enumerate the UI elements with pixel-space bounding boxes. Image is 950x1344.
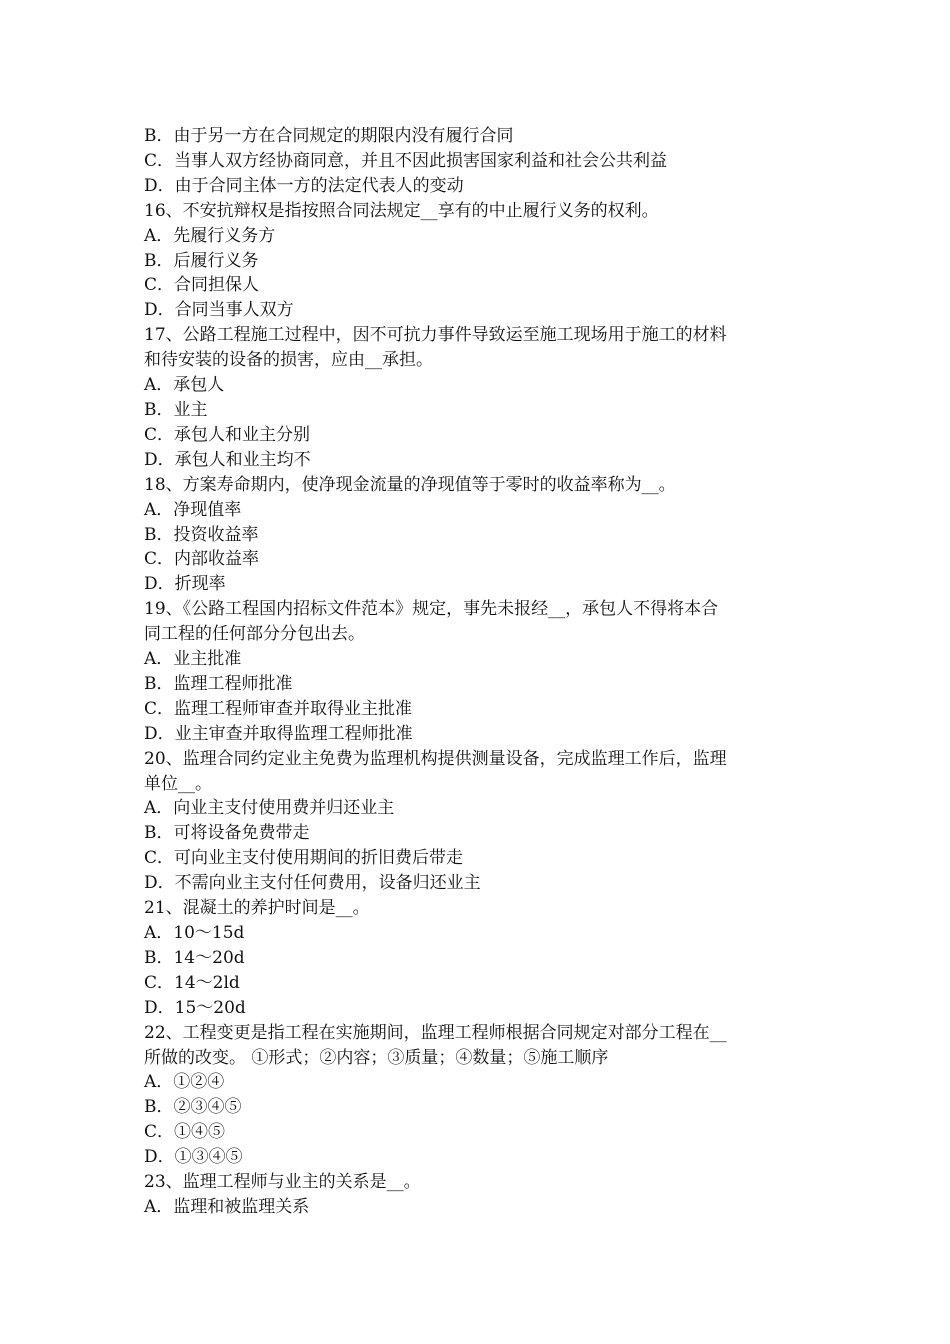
- option-c: C．14～2ld: [144, 972, 240, 993]
- option-d: D．15～20d: [144, 997, 246, 1018]
- option-d: D．折现率: [144, 574, 226, 595]
- question-20: 20、监理合同约定业主免费为监理机构提供测量设备，完成监理工作后，监理: [144, 748, 727, 769]
- option-a: A．承包人: [144, 375, 225, 396]
- question-18: 18、方案寿命期内，使净现金流量的净现值等于零时的收益率称为__。: [144, 474, 676, 495]
- question-17-cont: 和待安装的设备的损害，应由__承担。: [144, 350, 433, 371]
- option-d: D．合同当事人双方: [144, 300, 294, 321]
- option-b: B．投资收益率: [144, 524, 259, 545]
- option-b: B．②③④⑤: [144, 1097, 242, 1118]
- question-23: 23、监理工程师与业主的关系是__。: [144, 1172, 421, 1193]
- question-19: 19、《公路工程国内招标文件范本》规定，事先未报经__，承包人不得将本合: [144, 599, 719, 620]
- question-17: 17、公路工程施工过程中，因不可抗力事件导致运至施工现场用于施工的材料: [144, 325, 727, 346]
- option-c: C．监理工程师审查并取得业主批准: [144, 698, 413, 719]
- option-c: C．内部收益率: [144, 549, 260, 570]
- option-d: D．承包人和业主均不: [144, 449, 311, 470]
- text-line: C．当事人双方经协商同意，并且不因此损害国家利益和社会公共利益: [144, 150, 668, 171]
- option-a: A．向业主支付使用费并归还业主: [144, 798, 395, 819]
- question-20-cont: 单位__。: [144, 773, 212, 794]
- question-22-cont: 所做的改变。 ①形式；②内容；③质量；④数量；⑤施工顺序: [144, 1047, 609, 1068]
- text-line: B．由于另一方在合同规定的期限内没有履行合同: [144, 126, 514, 146]
- option-c: C．可向业主支付使用期间的折旧费后带走: [144, 848, 464, 869]
- option-b: B．可将设备免费带走: [144, 823, 310, 844]
- question-19-cont: 同工程的任何部分分包出去。: [144, 624, 365, 645]
- option-c: C．合同担保人: [144, 275, 260, 296]
- option-a: A．10～15d: [144, 923, 245, 943]
- option-d: D．①③④⑤: [144, 1147, 243, 1168]
- option-b: B．后履行义务: [144, 250, 259, 271]
- text-line: D．由于合同主体一方的法定代表人的变动: [144, 175, 464, 196]
- option-a: A．先履行义务方: [144, 225, 276, 246]
- option-a: A．①②④: [144, 1072, 225, 1093]
- option-d: D．业主审查并取得监理工程师批准: [144, 723, 413, 744]
- option-a: A．净现值率: [144, 499, 242, 520]
- option-b: B．14～20d: [144, 947, 245, 968]
- document-body: [144, 124, 814, 1220]
- option-b: B．监理工程师批准: [144, 673, 293, 694]
- question-16: 16、不安抗辩权是指按照合同法规定__享有的中止履行义务的权利。: [144, 200, 659, 221]
- option-c: C．承包人和业主分别: [144, 424, 311, 445]
- question-21: 21、混凝土的养护时间是__。: [144, 898, 370, 919]
- option-c: C．①④⑤: [144, 1122, 226, 1143]
- option-a: A．业主批准: [144, 649, 242, 670]
- option-a: A．监理和被监理关系: [144, 1196, 310, 1217]
- option-b: B．业主: [144, 399, 208, 420]
- question-22: 22、工程变更是指工程在实施期间，监理工程师根据合同规定对部分工程在__: [144, 1022, 727, 1043]
- option-d: D．不需向业主支付任何费用，设备归还业主: [144, 873, 481, 894]
